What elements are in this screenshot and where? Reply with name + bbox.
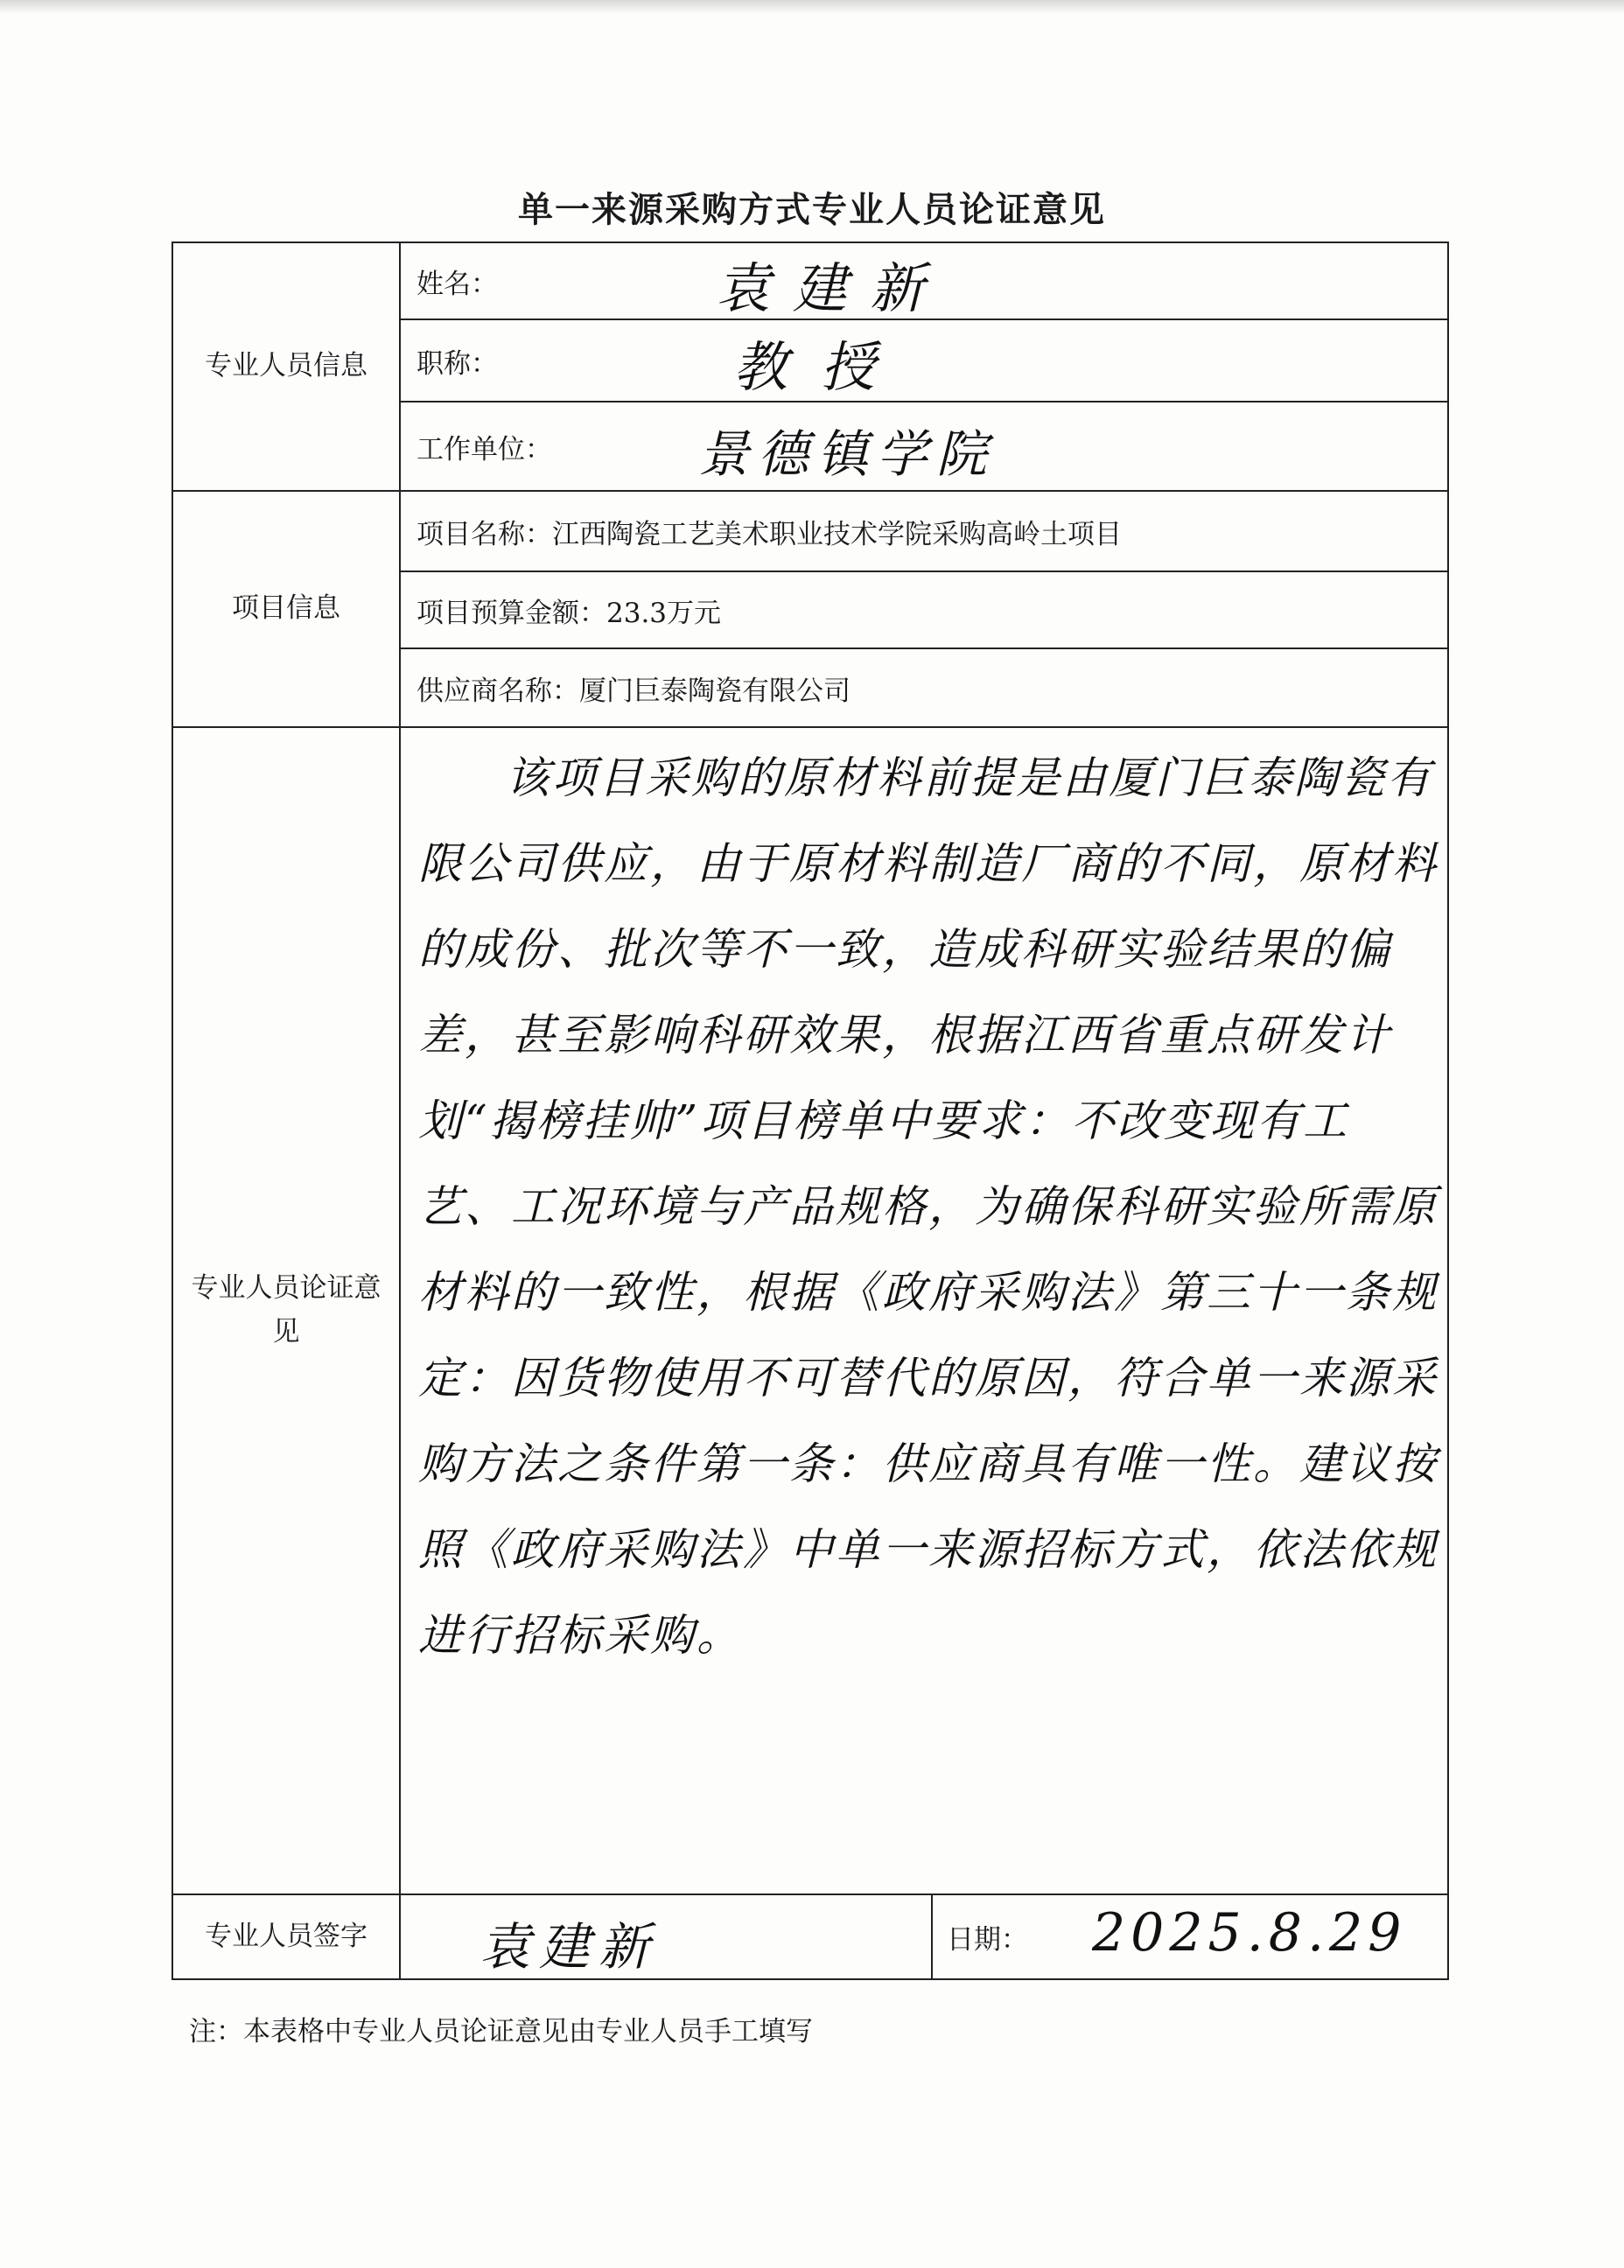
date-value: 2025.8.29 bbox=[1092, 1902, 1407, 1964]
title-value: 教授 bbox=[733, 335, 909, 399]
project-name: 项目名称：江西陶瓷工艺美术职业技术学院采购高岭土项目 bbox=[416, 518, 1122, 550]
title-label: 职称： bbox=[416, 347, 498, 380]
column-divider bbox=[399, 243, 401, 1978]
project-budget: 项目预算金额：23.3万元 bbox=[416, 597, 722, 629]
document-title: 单一来源采购方式专业人员论证意见 bbox=[518, 189, 1106, 230]
name-value: 袁建新 bbox=[716, 256, 948, 320]
opinion-text: 该项目采购的原材料前提是由厦门巨泰陶瓷有限公司供应，由于原材料制造厂商的不同，原材料的成份、批次等不一致，造成科研实验结果的偏差，甚至影响科研效果，根据江西省重点研发计划“揭榜挂帅”项目榜单中要求：不改变现有工艺、工况环境与产品规格，为确保科研实验所需原材料的一致性，根据《政府采购法》第三十一条规定：因货物使用不可替代的原因，符合单一来源采购方法之条件第一条：供应商具有唯一性。建议按照《政府采购法》中单一来源招标方式，依法依规进行招标采购。 bbox=[418, 752, 1438, 1661]
signature-label: 专业人员签字 bbox=[205, 1920, 368, 1952]
opinion-label bbox=[191, 728, 382, 1894]
supplier-name: 供应商名称：厦门巨泰陶瓷有限公司 bbox=[416, 675, 850, 707]
scan-edge bbox=[0, 0, 1624, 14]
project-info-label: 项目信息 bbox=[232, 592, 340, 625]
footnote: 注：本表格中专业人员论证意见由专业人员手工填写 bbox=[189, 2016, 813, 2048]
unit-label: 工作单位： bbox=[416, 433, 552, 466]
column-divider bbox=[931, 1894, 933, 1978]
unit-value: 景德镇学院 bbox=[698, 424, 997, 484]
opinion-label-text: 专业人员论证意见 bbox=[191, 1272, 382, 1348]
name-label: 姓名： bbox=[416, 268, 498, 300]
date-label: 日期： bbox=[947, 1924, 1028, 1956]
expert-info-label: 专业人员信息 bbox=[205, 350, 368, 382]
signature-value: 袁建新 bbox=[480, 1917, 659, 1977]
row-divider bbox=[401, 401, 1447, 402]
